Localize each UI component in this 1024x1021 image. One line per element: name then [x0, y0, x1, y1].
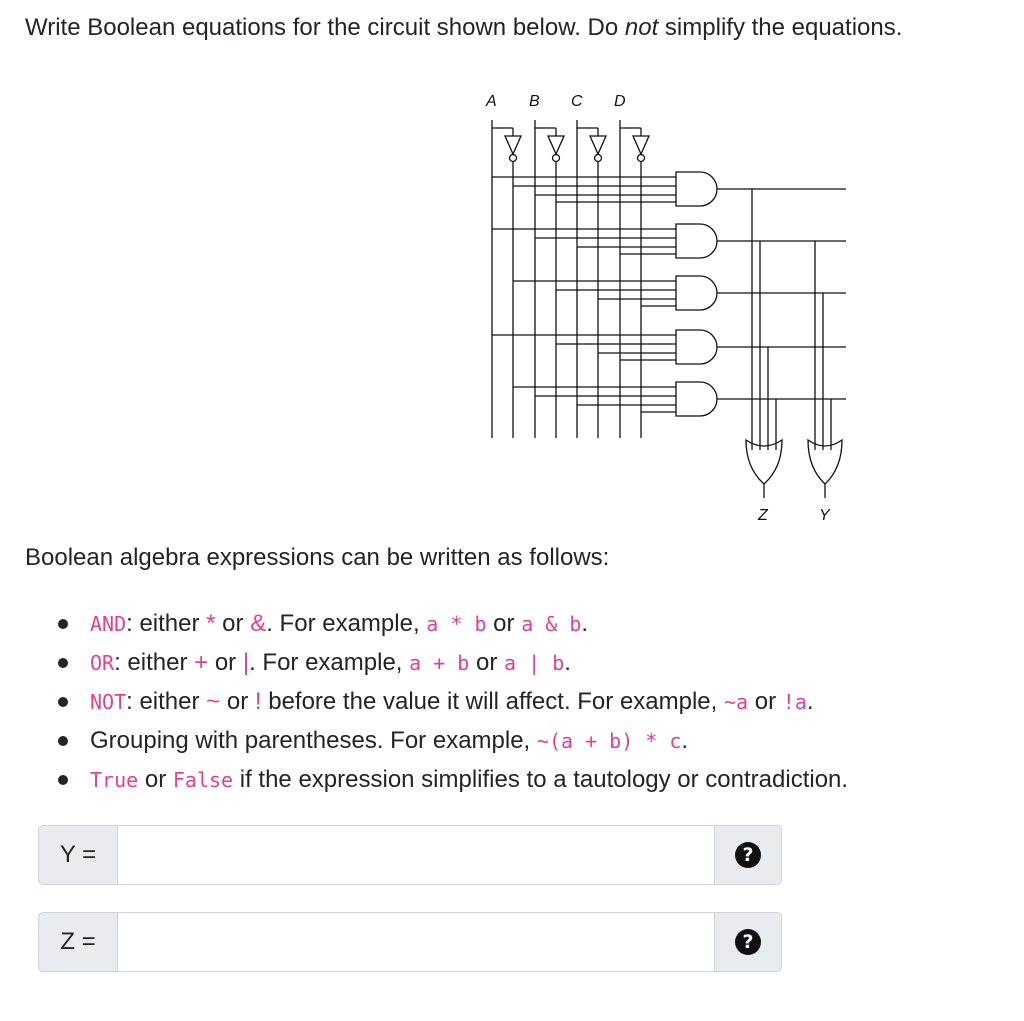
- input-label: C: [571, 93, 583, 110]
- answer-y-input[interactable]: [118, 825, 714, 885]
- answer-z-input[interactable]: [118, 912, 714, 972]
- input-label: A: [486, 93, 497, 110]
- rule-true-false: True or False if the expression simplifies to a tautology or contradiction.: [50, 760, 848, 799]
- circuit-diagram: [480, 80, 850, 530]
- syntax-rules-list: [50, 604, 848, 799]
- answer-y-group: [38, 825, 782, 885]
- answer-z-label: Z =: [38, 912, 118, 972]
- question-text: Write Boolean equations for the circuit shown below. Do not simplify the equations.: [25, 14, 903, 41]
- rule-or: OR: either + or |. For example, a + b or a | b.: [50, 643, 848, 682]
- help-icon: ?: [735, 929, 761, 955]
- emphasis-not: not: [624, 14, 659, 41]
- rule-and: AND: either * or &. For example, a * b or a & b.: [50, 604, 848, 643]
- rule-not: NOT: either ~ or ! before the value it will affect. For example, ~a or !a.: [50, 682, 848, 721]
- syntax-heading: Boolean algebra expressions can be written as follows:: [25, 544, 610, 571]
- output-label: Z: [758, 507, 768, 524]
- answer-y-label: Y =: [38, 825, 118, 885]
- input-label: B: [529, 93, 540, 110]
- answer-y-help-button[interactable]: [714, 825, 782, 885]
- output-label: Y: [819, 507, 830, 524]
- input-label: D: [614, 93, 626, 110]
- help-icon: ?: [735, 842, 761, 868]
- rule-grouping: Grouping with parentheses. For example, ~(a + b) * c.: [50, 721, 848, 760]
- answer-z-group: [38, 912, 782, 972]
- answer-z-help-button[interactable]: [714, 912, 782, 972]
